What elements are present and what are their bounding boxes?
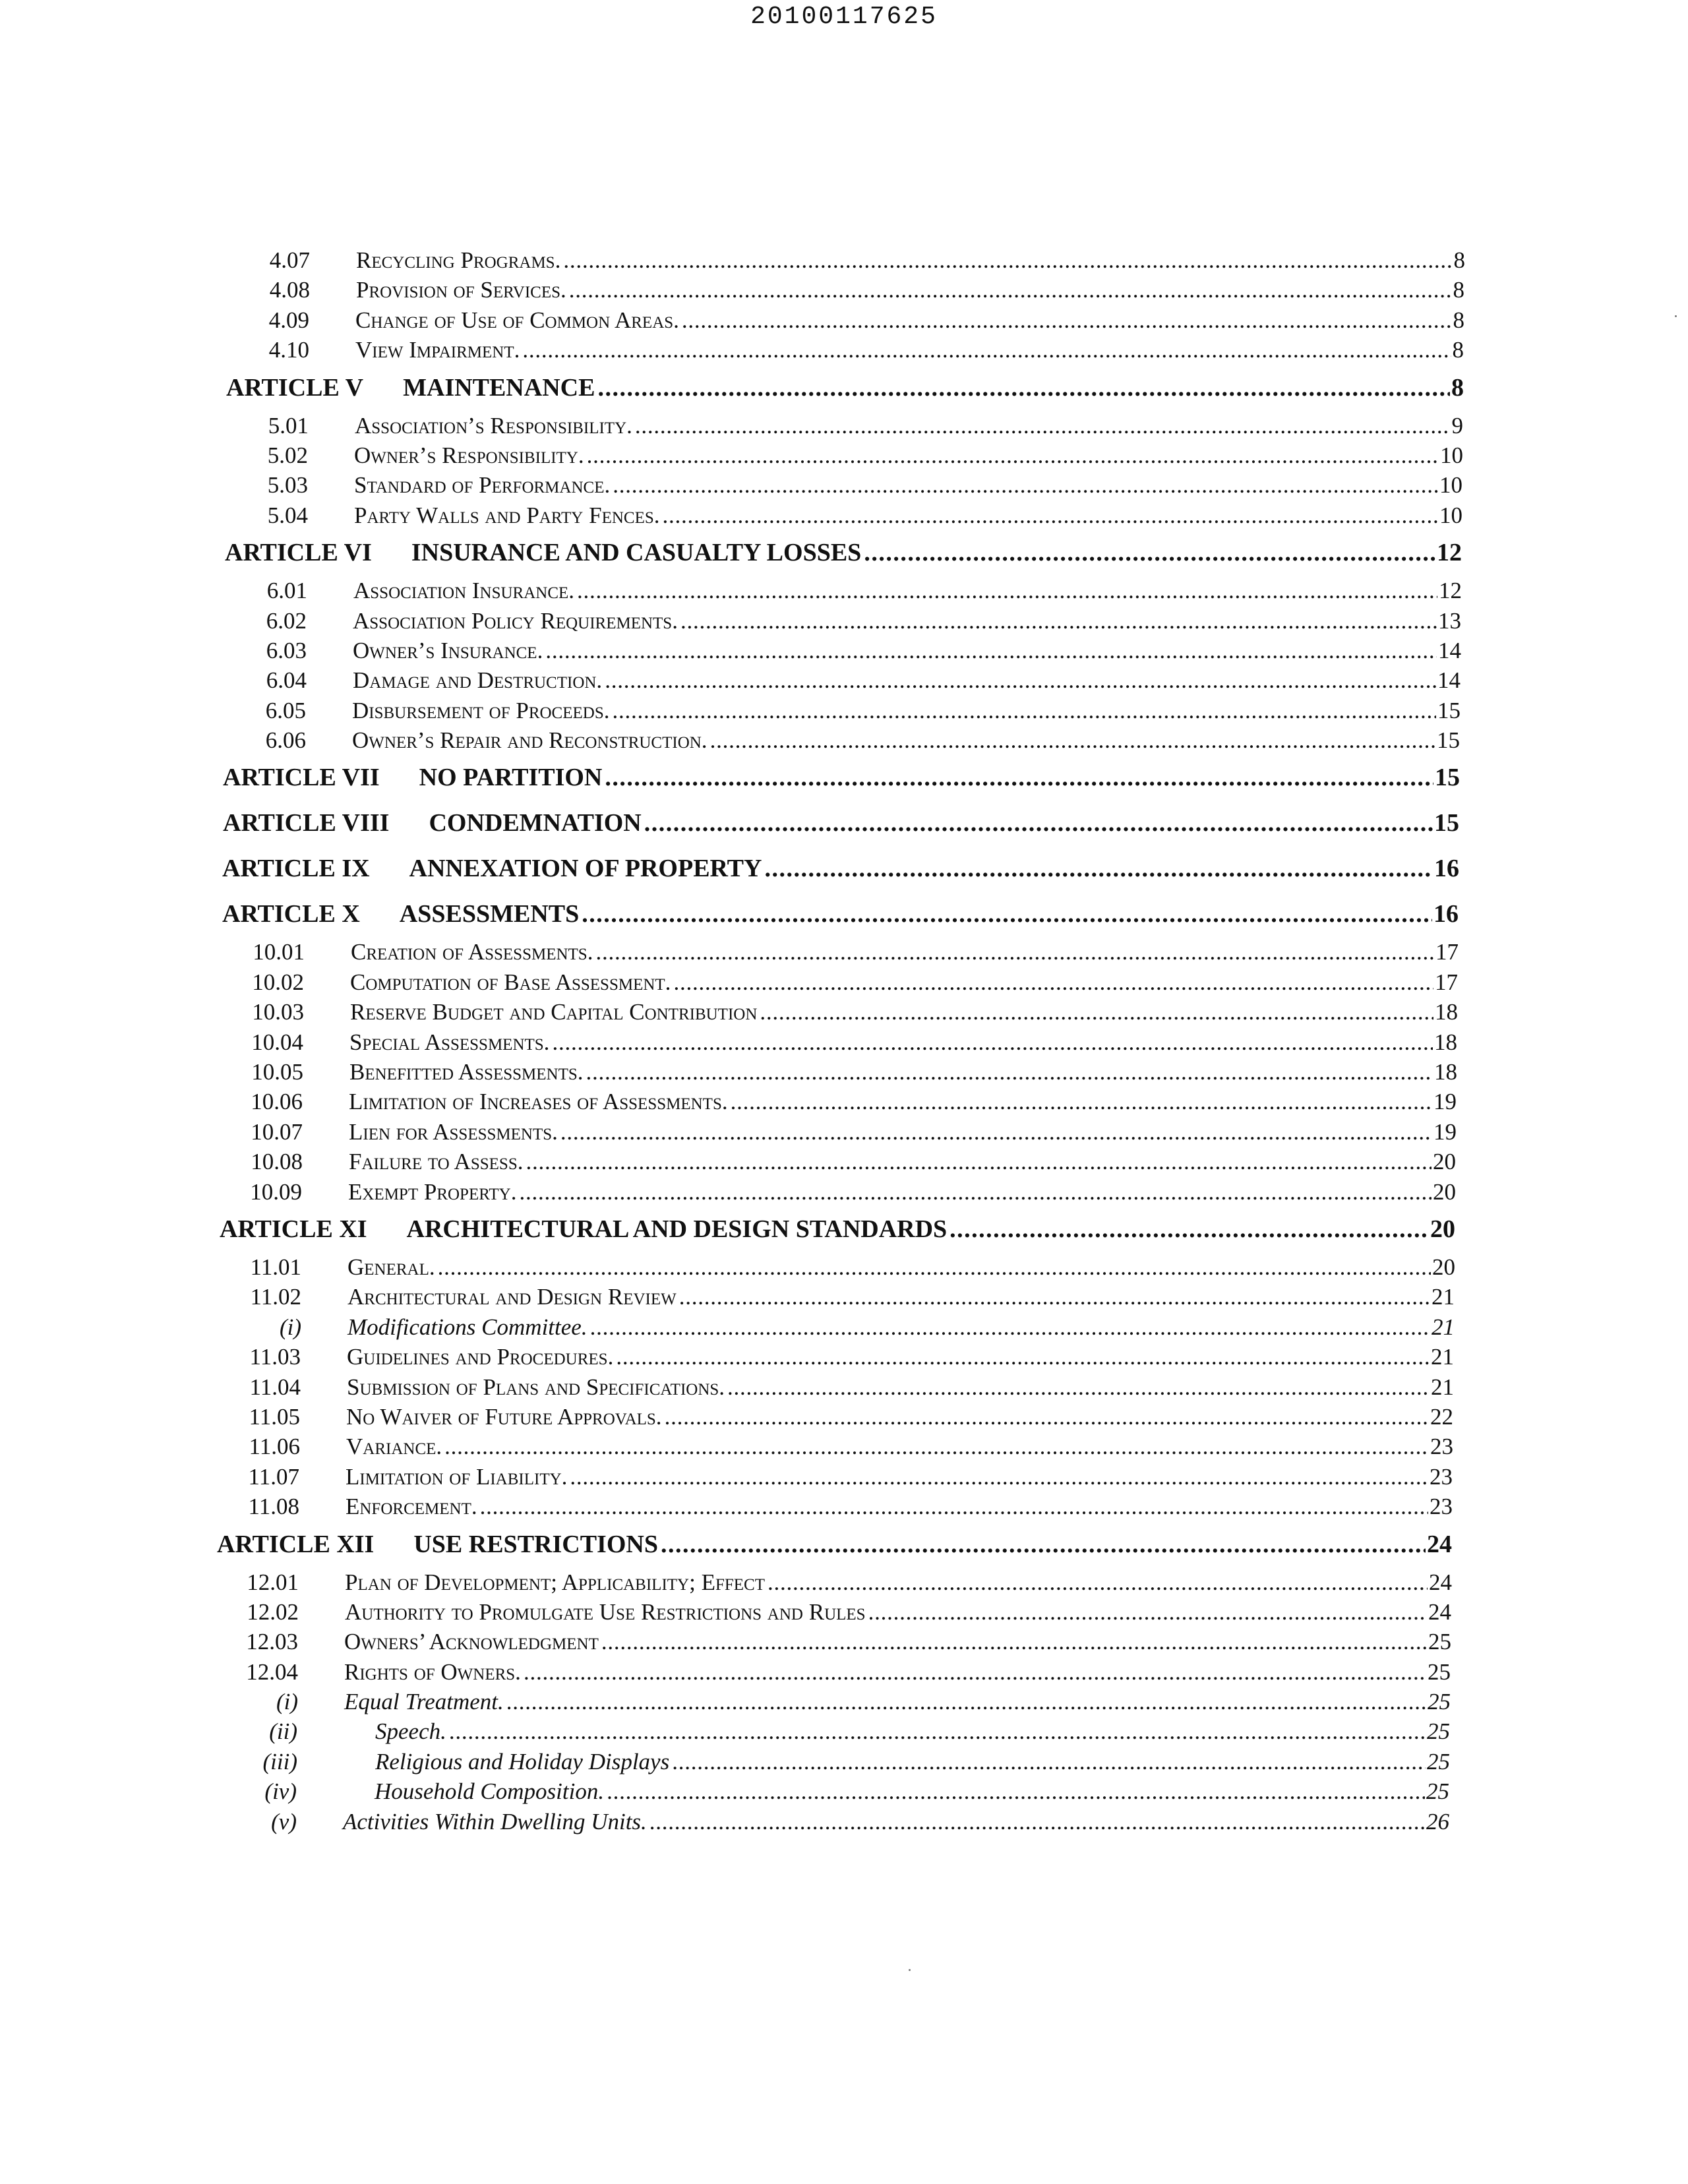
section-number: 10.08 [251,1149,303,1175]
section-title: Guidelines and Procedures. [347,1344,614,1370]
page-number: 21 [1432,1314,1455,1340]
dot-leader [673,967,1433,997]
page-number: 19 [1433,1089,1457,1115]
page-number: 18 [1434,1029,1457,1055]
section-number: 11.08 [248,1494,299,1520]
section-number: 4.09 [268,307,309,333]
page-number: 22 [1430,1403,1453,1430]
page-number: 24 [1429,1569,1452,1595]
dot-leader [605,665,1436,695]
section-number: 6.05 [265,697,306,723]
dot-leader [768,1567,1428,1597]
dot-leader [665,1402,1429,1432]
article-number: ARTICLE IX [222,855,370,883]
toc-subsection-row [0,1807,1688,1836]
dot-leader [682,305,1452,335]
page-number: 21 [1431,1344,1454,1370]
toc-article-row [0,892,1688,937]
article-number: ARTICLE V [226,373,364,402]
section-number: 6.02 [266,607,307,634]
section-title: Association’s Responsibility. [355,412,632,439]
section-number: 12.03 [246,1629,298,1655]
dot-leader [760,997,1433,1027]
page-number: 10 [1440,442,1463,468]
toc-section-row [0,606,1688,636]
page-number: 25 [1428,1629,1451,1655]
page-number: 8 [1452,337,1464,363]
section-title: No Waiver of Future Approvals. [346,1403,662,1430]
toc-subsection-row [0,1776,1688,1806]
page-number: 21 [1431,1374,1454,1400]
page-number: 14 [1437,667,1461,694]
toc-section-row [0,937,1688,967]
toc-article-row [0,1207,1688,1252]
article-title: MAINTENANCE [403,373,595,402]
page-number: 8 [1453,277,1464,303]
toc-subsection-row [0,1312,1688,1342]
toc-section-row [0,1177,1688,1207]
page-number: 18 [1435,999,1458,1025]
page-number: 25 [1428,1689,1451,1715]
section-title: Computation of Base Assessment. [350,969,671,995]
section-title: Speech. [375,1718,446,1745]
section-number: 5.04 [267,502,308,528]
toc-section-row [0,335,1688,365]
dot-leader [587,440,1439,470]
section-title: Enforcement. [346,1494,477,1520]
toc-section-row [0,440,1688,470]
toc-section-row [0,967,1688,997]
section-number: 11.04 [249,1374,301,1400]
section-number: 4.10 [268,337,309,363]
page-number: 16 [1433,900,1459,928]
section-title: Reserve Budget and Capital Contribution [350,999,758,1025]
section-title: Equal Treatment. [344,1689,504,1715]
section-number: (v) [271,1808,297,1835]
section-number: 10.04 [251,1029,303,1055]
section-number: 5.02 [267,442,308,468]
article-title: ANNEXATION OF PROPERTY [409,855,762,883]
toc-section-row [0,1342,1688,1372]
page-number: 15 [1437,727,1460,754]
section-number: 5.03 [267,472,308,499]
section-title: Household Composition. [375,1778,605,1805]
page-number: 19 [1433,1118,1457,1145]
dot-leader [710,725,1435,755]
article-title: ARCHITECTURAL AND DESIGN STANDARDS [406,1215,948,1243]
dot-leader [649,1807,1425,1836]
section-number: 10.05 [251,1059,303,1085]
page-number: 20 [1432,1254,1455,1280]
toc-section-row [0,696,1688,725]
section-number: 5.01 [268,412,309,439]
article-number: ARTICLE XI [220,1215,367,1243]
toc-article-row [0,801,1688,846]
article-number: ARTICLE X [222,900,360,928]
dot-leader [524,1657,1426,1687]
toc-section-row [0,1057,1688,1087]
section-title: Owners’ Acknowledgment [344,1629,599,1655]
section-number: 4.08 [269,277,310,303]
toc-section-row [0,1147,1688,1176]
section-title: Religious and Holiday Displays [375,1748,670,1774]
section-title: General. [347,1254,435,1280]
section-number: 10.02 [252,969,304,995]
toc-section-row [0,1627,1688,1656]
toc-section-row [0,1117,1688,1147]
article-number: ARTICLE VI [225,539,372,567]
article-number: ARTICLE VIII [223,809,390,837]
dot-leader [613,696,1437,725]
dot-leader [764,846,1433,892]
dot-leader [449,1716,1426,1746]
section-title: Benefitted Assessments. [349,1059,584,1085]
section-title: Owner’s Repair and Reconstruction. [352,727,708,754]
section-title: Authority to Promulgate Use Restrictions and Rules [345,1598,866,1625]
page-number: 12 [1437,539,1462,567]
page-number: 20 [1430,1215,1455,1243]
toc-section-row [0,245,1688,275]
page-number: 25 [1428,1658,1451,1685]
section-number: (iv) [264,1778,297,1805]
toc-section-row [0,1597,1688,1627]
article-number: ARTICLE XII [217,1530,375,1558]
page-number: 18 [1434,1059,1457,1085]
toc-section-row [0,636,1688,665]
section-title: Provision of Services. [356,277,566,303]
section-number: 10.09 [250,1178,302,1205]
toc-subsection-row [0,1747,1688,1776]
dot-leader [522,335,1451,365]
section-number: (ii) [269,1718,297,1745]
page-number: 10 [1439,502,1462,528]
toc-section-row [0,305,1688,335]
page-number: 17 [1435,969,1458,995]
section-title: View Impairment. [355,337,520,363]
section-title: Party Walls and Party Fences. [354,502,660,528]
toc-section-row [0,997,1688,1027]
page-number: 25 [1427,1748,1450,1774]
dot-leader [506,1687,1426,1716]
dot-leader [563,245,1452,275]
section-title: Modifications Committee. [347,1314,588,1340]
toc-section-row [0,1027,1688,1057]
page-number: 15 [1434,809,1459,837]
page-number: 23 [1430,1494,1453,1520]
scan-speck [909,1969,911,1971]
dot-leader [526,1147,1432,1176]
dot-leader [950,1207,1429,1252]
dot-leader [607,1776,1425,1806]
dot-leader [570,1462,1428,1492]
page-number: 25 [1427,1718,1450,1745]
section-title: Variance. [346,1434,442,1460]
page-number: 17 [1435,939,1459,965]
section-title: Special Assessments. [349,1029,550,1055]
section-title: Rights of Owners. [344,1658,521,1685]
page-number: 8 [1453,307,1464,333]
toc-section-row [0,576,1688,605]
section-number: 11.07 [248,1463,299,1490]
section-title: Limitation of Increases of Assessments. [349,1089,728,1115]
dot-leader [569,275,1452,305]
toc-section-row [0,1432,1688,1461]
dot-leader [680,606,1437,636]
dot-leader [519,1177,1432,1207]
dot-leader [480,1492,1428,1521]
section-title: Plan of Development; Applicability; Effect [345,1569,765,1595]
page-number: 10 [1439,472,1462,499]
dot-leader [616,1342,1430,1372]
section-title: Activities Within Dwelling Units. [343,1808,647,1835]
section-title: Owner’s Responsibility. [354,442,584,468]
dot-leader [727,1372,1430,1402]
page-number: 23 [1430,1463,1453,1490]
section-title: Damage and Destruction. [353,667,603,694]
section-title: Creation of Assessments. [351,939,593,965]
dot-leader [672,1747,1426,1776]
toc-section-row [0,665,1688,695]
page-number: 25 [1426,1778,1449,1805]
page-number: 24 [1428,1598,1451,1625]
toc-section-row [0,1282,1688,1312]
dot-leader [595,937,1434,967]
section-number: 10.01 [253,939,305,965]
article-title: ASSESSMENTS [399,900,580,928]
section-number: (i) [276,1689,298,1715]
section-number: 10.06 [251,1089,303,1115]
page-number: 15 [1435,764,1460,792]
toc-article-row [0,530,1688,576]
toc-subsection-row [0,1687,1688,1716]
dot-leader [586,1057,1433,1087]
page-number: 20 [1433,1178,1456,1205]
article-title: NO PARTITION [419,764,603,792]
section-number: 6.06 [265,727,306,754]
dot-leader [613,470,1438,500]
section-number: 10.07 [251,1118,303,1145]
toc-section-row [0,1492,1688,1521]
section-title: Lien for Assessments. [349,1118,558,1145]
section-number: 12.01 [247,1569,299,1595]
section-title: Standard of Performance. [354,472,611,499]
section-title: Recycling Programs. [356,247,561,273]
toc-section-row [0,275,1688,305]
section-title: Association Policy Requirements. [353,607,678,634]
page-number: 15 [1437,697,1461,723]
dot-leader [663,501,1439,530]
toc-section-row [0,1462,1688,1492]
page-number: 16 [1434,855,1459,883]
section-number: 12.02 [247,1598,299,1625]
toc-article-row [0,755,1688,801]
section-number: 6.03 [266,637,307,663]
section-title: Change of Use of Common Areas. [355,307,679,333]
section-number: 11.02 [250,1284,301,1310]
page-number: 12 [1439,578,1462,604]
dot-leader [560,1117,1432,1147]
page-number: 23 [1430,1434,1453,1460]
dot-leader [545,636,1437,665]
dot-leader [577,576,1437,605]
section-number: 11.06 [249,1434,300,1460]
toc-section-row [0,1252,1688,1282]
article-number: ARTICLE VII [223,764,380,792]
toc-section-row [0,1567,1688,1597]
toc-section-row [0,411,1688,440]
section-title: Limitation of Liability. [346,1463,568,1490]
toc-article-row [0,846,1688,892]
page-number: 26 [1426,1808,1449,1835]
dot-leader [590,1312,1430,1342]
section-number: 12.04 [246,1658,298,1685]
dot-leader [635,411,1451,440]
section-title: Owner’s Insurance. [353,637,543,663]
section-title: Submission of Plans and Specifications. [347,1374,725,1400]
page-number: 20 [1433,1149,1456,1175]
section-number: (i) [279,1314,301,1340]
dot-leader [731,1087,1432,1116]
section-title: Exempt Property. [348,1178,517,1205]
section-number: (iii) [262,1748,297,1774]
document-number: 20100117625 [750,3,938,31]
dot-leader [864,530,1435,576]
toc-section-row [0,1372,1688,1402]
dot-leader [601,1627,1427,1656]
dot-leader [679,1282,1430,1312]
dot-leader [661,1522,1426,1567]
page-number: 21 [1432,1284,1455,1310]
section-title: Architectural and Design Review [347,1284,677,1310]
toc-section-row [0,470,1688,500]
toc-section-row [0,1402,1688,1432]
article-title: USE RESTRICTIONS [413,1530,658,1558]
dot-leader [438,1252,1431,1282]
section-number: 6.01 [266,578,307,604]
toc-section-row [0,501,1688,530]
table-of-contents [0,245,1688,1836]
page-number: 8 [1453,247,1465,273]
toc-section-row [0,1087,1688,1116]
section-title: Disbursement of Proceeds. [352,697,610,723]
toc-section-row [0,1657,1688,1687]
dot-leader [552,1027,1433,1057]
article-title: CONDEMNATION [429,809,642,837]
toc-article-row [0,1522,1688,1567]
toc-subsection-row [0,1716,1688,1746]
scan-speck [1675,315,1677,317]
dot-leader [597,365,1450,411]
dot-leader [605,755,1433,801]
page-number: 13 [1438,607,1461,634]
article-title: INSURANCE AND CASUALTY LOSSES [411,539,862,567]
dot-leader [868,1597,1427,1627]
section-number: 11.01 [250,1254,301,1280]
toc-article-row [0,365,1688,411]
dot-leader [582,892,1432,937]
dot-leader [644,801,1433,846]
section-title: Failure to Assess. [349,1149,524,1175]
section-number: 10.03 [252,999,304,1025]
section-number: 11.03 [249,1344,301,1370]
section-number: 11.05 [249,1403,300,1430]
page-number: 14 [1438,637,1461,663]
page-number: 9 [1451,412,1463,439]
page-number: 24 [1427,1530,1452,1558]
section-number: 6.04 [266,667,307,694]
page-number: 8 [1451,373,1464,402]
section-number: 4.07 [269,247,310,273]
section-title: Association Insurance. [353,578,575,604]
dot-leader [444,1432,1429,1461]
toc-section-row [0,725,1688,755]
